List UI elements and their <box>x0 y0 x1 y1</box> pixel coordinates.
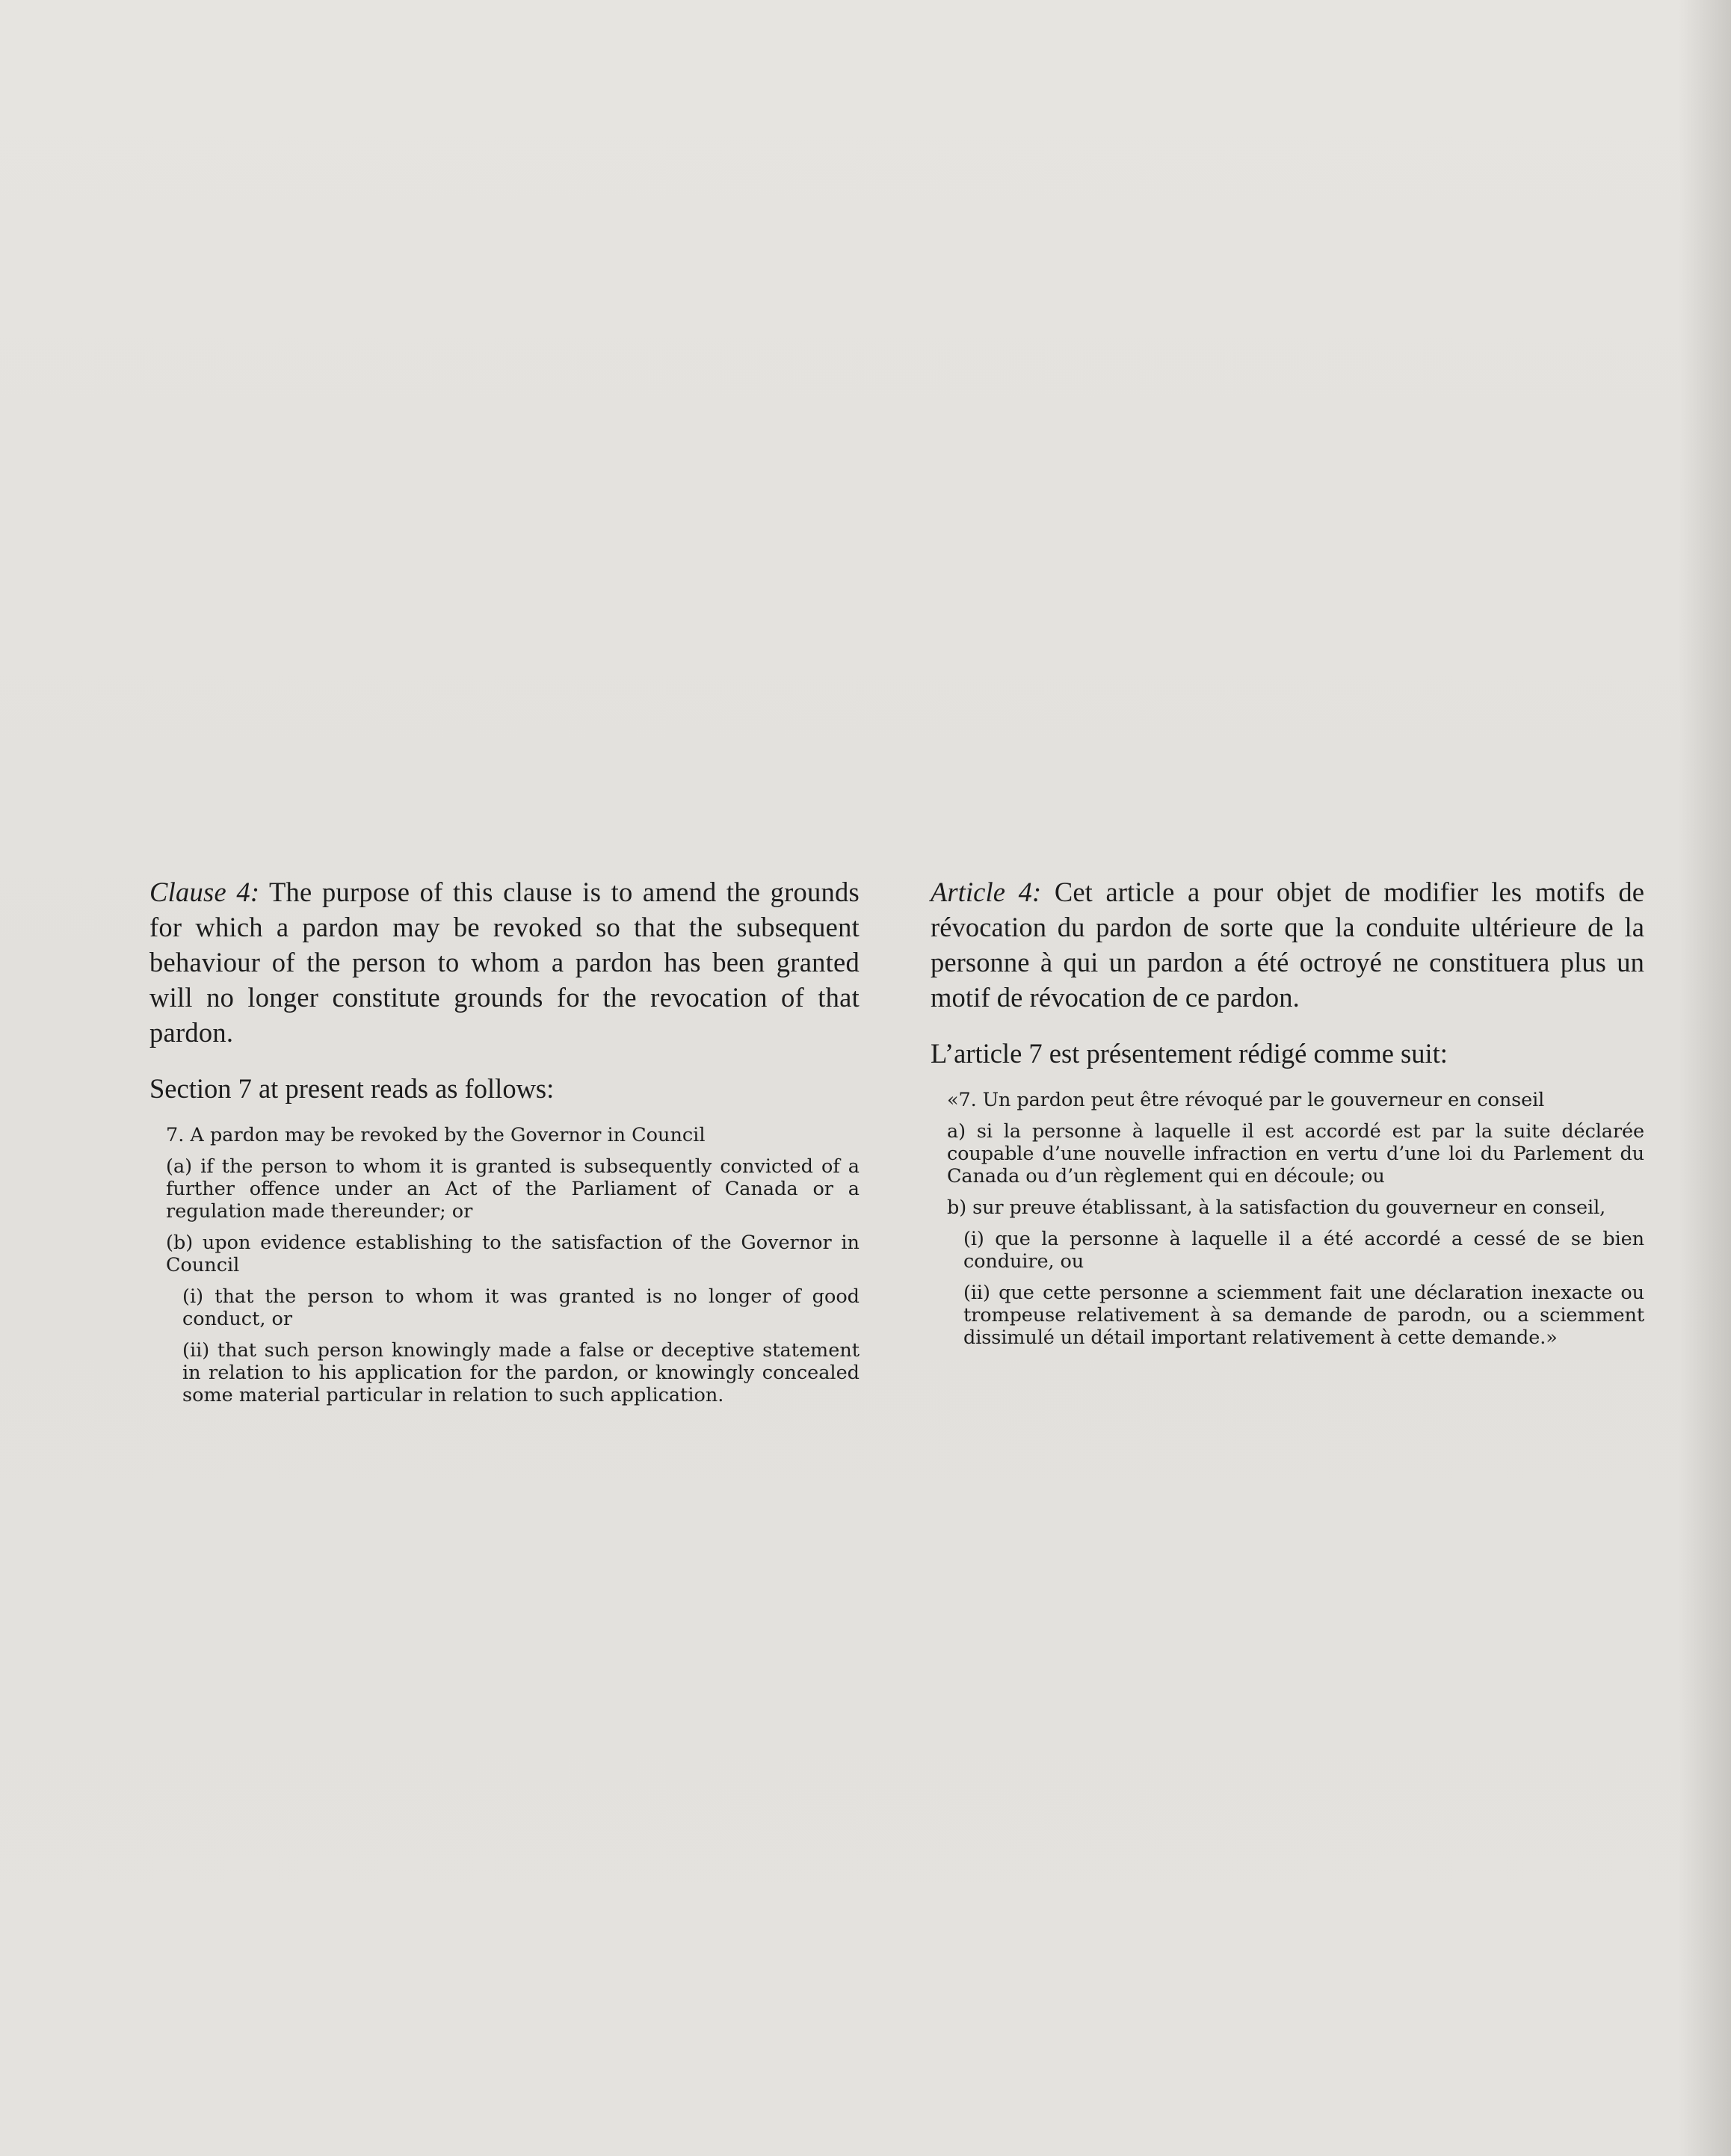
clause-text-french: Cet article a pour objet de modifier les motifs de révocation du pardon de sorte que la conduite ultérieure de la personne à qui un pardon a été octroyé ne constituera plus un motif de révocation de ce pardon. <box>931 877 1644 1013</box>
paragraph-a-french: a) si la personne à laquelle il est accordé est par la suite déclarée coupable d’une nouvelle infraction en vertu d’une loi du Parlement du Canada ou d’un règlement qui en découle; ou <box>947 1120 1644 1187</box>
section-head-english: 7. A pardon may be revoked by the Governor in Council <box>166 1124 706 1146</box>
subparagraph-ii-english: (ii) that such person knowingly made a false or deceptive statement in relation to his application for the pardon, or knowingly concealed some material particular in relation to such application. <box>182 1339 860 1406</box>
intro-english: Section 7 at present reads as follows: <box>149 1073 555 1104</box>
subparagraph-i-french: (i) que la personne à laquelle il a été accordé a cessé de se bien conduire, ou <box>963 1228 1644 1273</box>
paragraph-b-french: b) sur preuve établissant, à la satisfaction du gouverneur en conseil, <box>947 1196 1606 1219</box>
paragraph-b-english: (b) upon evidence establishing to the satisfaction of the Governor in Council <box>166 1232 860 1276</box>
subparagraph-i-english: (i) that the person to whom it was granted is no longer of good conduct, or <box>182 1285 860 1330</box>
english-column <box>149 874 860 1415</box>
clause-lead-english: Clause 4: <box>149 877 260 907</box>
clause-note-french <box>931 874 1644 1015</box>
subparagraph-ii-french: (ii) que cette personne a sciemment fait une déclaration inexacte ou trompeuse relativement à sa demande de parodn, ou a sciemment dissimulé un détail important relativement à cette demande.» <box>963 1282 1644 1349</box>
clause-text-english: The purpose of this clause is to amend the grounds for which a pardon may be revoked so that the subsequent behaviour of the person to whom a pardon has been granted will no longer constitute grounds for the revocation of that pardon. <box>149 877 860 1048</box>
intro-french: L’article 7 est présentement rédigé comme suit: <box>931 1038 1448 1069</box>
french-column <box>931 874 1644 1358</box>
paragraph-a-english: (a) if the person to whom it is granted is subsequently convicted of a further offence under an Act of the Parliament of Canada or a regulation made thereunder; or <box>166 1155 860 1223</box>
law-text-english <box>149 1124 860 1406</box>
section-head-french: «7. Un pardon peut être révoqué par le gouverneur en conseil <box>947 1089 1545 1111</box>
clause-lead-french: Article 4: <box>931 877 1042 907</box>
law-text-french <box>931 1089 1644 1349</box>
clause-note-english <box>149 874 860 1050</box>
page-edge-shadow <box>1679 0 1731 2156</box>
